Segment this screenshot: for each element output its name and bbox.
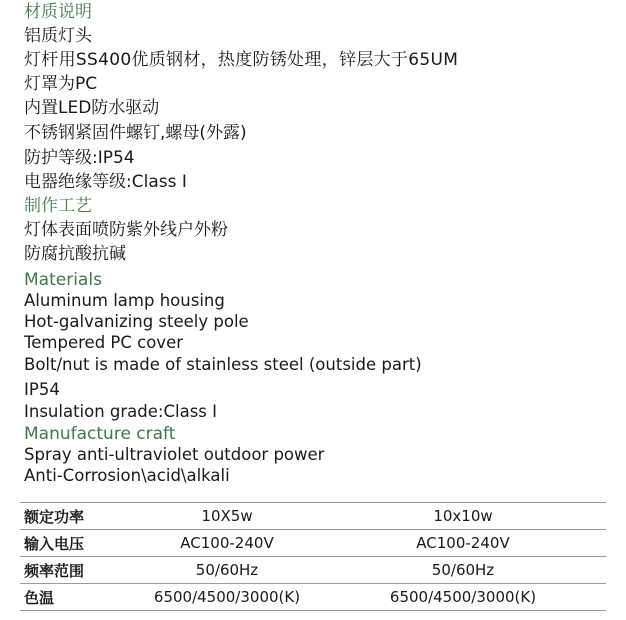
materials-cn-line: 灯罩为PC: [24, 74, 98, 94]
craft-cn-line: 灯体表面喷防紫外线户外粉: [24, 220, 228, 240]
materials-en-heading: Materials: [24, 270, 102, 290]
table-row: [20, 530, 606, 557]
materials-en-line: Bolt/nut is made of stainless steel (outside part): [24, 355, 422, 374]
materials-en-line: Hot-galvanizing steely pole: [24, 312, 249, 331]
spec-value: 6500/4500/3000(K): [134, 584, 320, 611]
spec-table: [20, 502, 606, 611]
materials-cn-heading: 材质说明: [24, 2, 92, 22]
materials-en-line: Insulation grade:Class I: [24, 402, 217, 421]
spec-value: 50/60Hz: [320, 557, 606, 584]
craft-en-line: Anti-Corrosion\acid\alkali: [24, 466, 230, 485]
spec-value: AC100-240V: [134, 530, 320, 557]
table-row: [20, 503, 606, 530]
spec-value: 6500/4500/3000(K): [320, 584, 606, 611]
materials-en-line: Aluminum lamp housing: [24, 291, 225, 310]
materials-cn-line: 内置LED防水驱动: [24, 98, 160, 118]
spec-label-rated-power: 额定功率: [20, 503, 134, 530]
table-row: [20, 557, 606, 584]
craft-cn-line: 防腐抗酸抗碱: [24, 244, 126, 264]
craft-cn-heading: 制作工艺: [24, 196, 92, 216]
materials-cn-line: 防护等级:IP54: [24, 148, 135, 168]
materials-cn-line: 电器绝缘等级:Class I: [24, 172, 187, 192]
materials-cn-line: 灯杆用SS400优质钢材，热度防锈处理，锌层大于65UM: [24, 50, 459, 70]
materials-cn-line: 不锈钢紧固件螺钉,螺母(外露): [24, 123, 247, 143]
spec-value: 50/60Hz: [134, 557, 320, 584]
craft-en-line: Spray anti-ultraviolet outdoor power: [24, 445, 325, 464]
spec-value: 10X5w: [134, 503, 320, 530]
spec-label-input-voltage: 输入电压: [20, 530, 134, 557]
spec-value: 10x10w: [320, 503, 606, 530]
materials-cn-line: 铝质灯头: [24, 26, 92, 46]
materials-en-line: IP54: [24, 380, 60, 399]
spec-value: AC100-240V: [320, 530, 606, 557]
materials-en-line: Tempered PC cover: [24, 333, 183, 352]
craft-en-heading: Manufacture craft: [24, 424, 176, 444]
spec-label-frequency: 频率范围: [20, 557, 134, 584]
spec-label-color-temperature: 色温: [20, 584, 134, 611]
table-row: [20, 584, 606, 611]
